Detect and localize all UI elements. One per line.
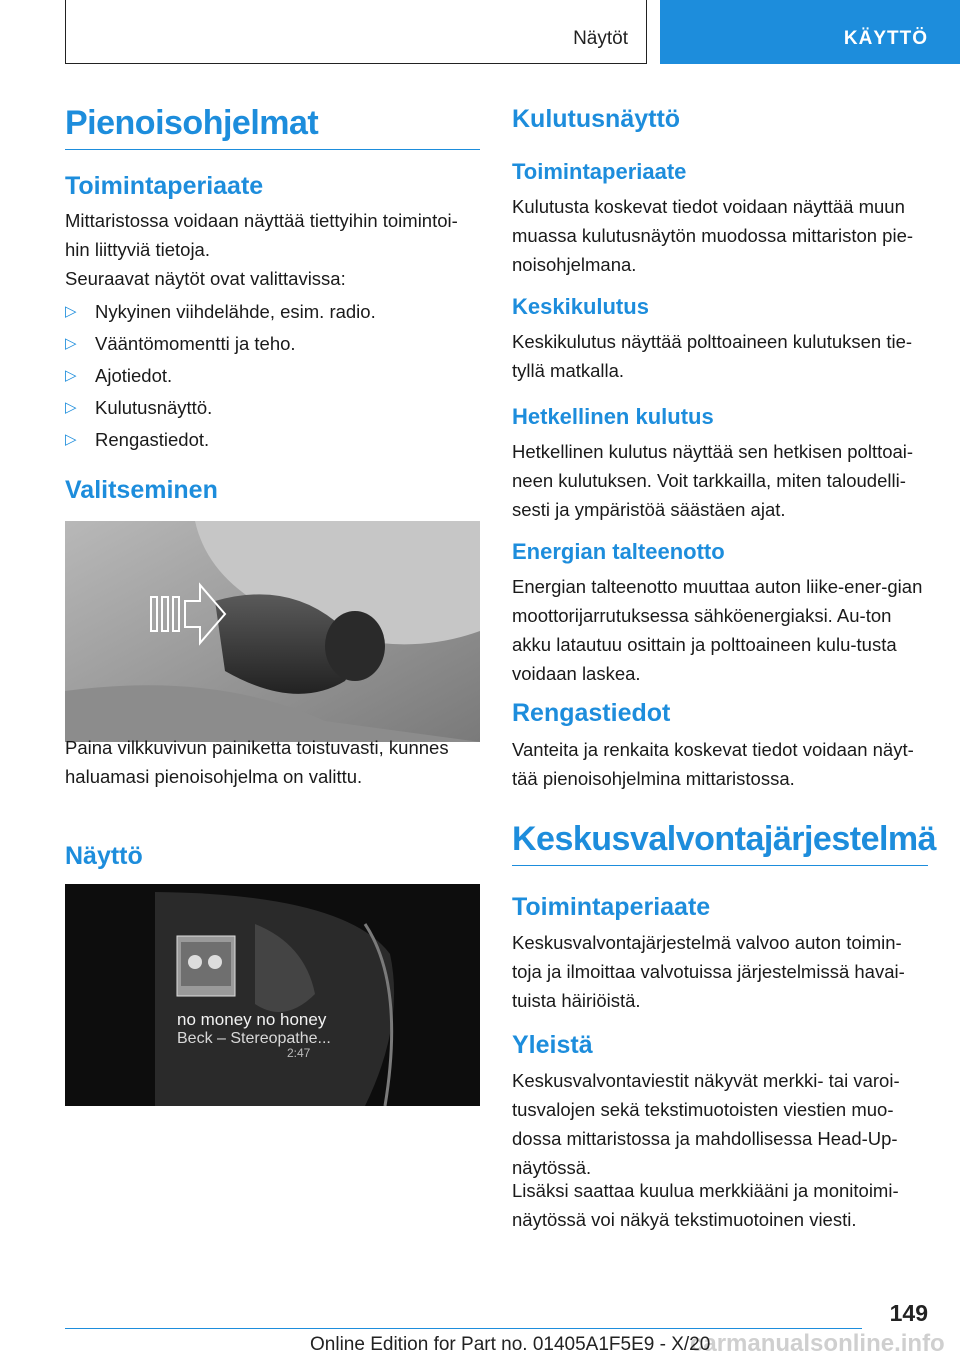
footer-divider bbox=[65, 1328, 862, 1329]
page-title: Pienoisohjelmat bbox=[65, 104, 480, 150]
instant-text: Hetkellinen kulutus näyttää sen hetkisen polttoai-neen kulutuksen. Voit tarkkailla, miten taloudelli-sesti ja ympäristöä säästäen ajat. bbox=[512, 441, 914, 520]
heading-general: Yleistä bbox=[512, 1031, 593, 1059]
header-section: Näytöt bbox=[573, 28, 628, 49]
heading-monitor-principle: Toimintaperiaate bbox=[512, 893, 711, 921]
tire-text: Vanteita ja renkaita koskevat tiedot voidaan näyt-tää pienoisohjelmina mittaristossa. bbox=[512, 739, 914, 789]
display-track-title: no money no honey bbox=[177, 1010, 327, 1029]
heading-display: Näyttö bbox=[65, 842, 143, 870]
footer-edition: Online Edition for Part no. 01405A1F5E9 - X/20 bbox=[310, 1334, 711, 1355]
heading-principle: Toimintaperiaate bbox=[65, 172, 264, 200]
heading-instant: Hetkellinen kulutus bbox=[512, 404, 714, 429]
header-box bbox=[65, 0, 647, 64]
display-image bbox=[65, 884, 480, 1106]
list-item: ▷ Rengastiedot. bbox=[65, 425, 480, 454]
general-text-2: Lisäksi saattaa kuulua merkkiääni ja monitoimi-näytössä voi näkyä tekstimuotoinen viesti. bbox=[512, 1180, 899, 1230]
general-text-1: Keskusvalvontaviestit näkyvät merkki- tai varoi-tusvalojen sekä tekstimuotoisten viestien muo-dossa mittaristossa ja mahdollisessa Head-Up-näytössä. bbox=[512, 1070, 900, 1178]
heading-consumption: Kulutusnäyttö bbox=[512, 105, 681, 133]
heading-tire: Rengastiedot bbox=[512, 699, 671, 727]
page-number: 149 bbox=[889, 1300, 928, 1326]
list-item: ▷ Kulutusnäyttö. bbox=[65, 393, 480, 422]
display-time: 2:47 bbox=[287, 1046, 311, 1060]
list-item: ▷ Ajotiedot. bbox=[65, 361, 480, 390]
display-artist: Beck – Stereopathe... bbox=[177, 1030, 331, 1047]
average-text: Keskikulutus näyttää polttoaineen kulutuksen tie-tyllä matkalla. bbox=[512, 331, 913, 381]
available-text: Seuraavat näytöt ovat valittavissa: bbox=[65, 268, 346, 289]
monitor-principle-text: Keskusvalvontajärjestelmä valvoo auton toimin-toja ja ilmoittaa valvotuissa järjestelmissä havai-tuista häiriöistä. bbox=[512, 932, 905, 1011]
list-item: ▷ Nykyinen viihdelähde, esim. radio. bbox=[65, 297, 480, 326]
heading-average: Keskikulutus bbox=[512, 294, 649, 319]
consumption-principle-text: Kulutusta koskevat tiedot voidaan näyttää muun muassa kulutusnäytön muodossa mittariston pie-noisohjelmana. bbox=[512, 196, 914, 275]
stalk-button-image bbox=[65, 521, 480, 742]
principle-text: Mittaristossa voidaan näyttää tiettyihin toimintoi-hin liittyviä tietoja. bbox=[65, 210, 458, 260]
heading-recovery: Energian talteenotto bbox=[512, 539, 725, 564]
select-text: Paina vilkkuvivun painiketta toistuvasti, kunnes haluamasi pienoisohjelma on valittu. bbox=[65, 737, 449, 787]
heading-consumption-principle: Toimintaperiaate bbox=[512, 159, 687, 184]
header-chapter-tab: KÄYTTÖ bbox=[660, 0, 960, 64]
heading-monitoring: Keskusvalvontajärjestelmä bbox=[512, 820, 928, 866]
watermark: carmanualsonline.info bbox=[690, 1330, 945, 1357]
recovery-text: Energian talteenotto muuttaa auton liike-ener-gian moottorijarrutuksessa sähköenergiaksi. Au-ton akku latautuu osittain ja polttoaineen kulu-tusta voidaan laskea. bbox=[512, 576, 923, 684]
heading-select: Valitseminen bbox=[65, 476, 218, 504]
list-item: ▷ Vääntömomentti ja teho. bbox=[65, 329, 480, 358]
